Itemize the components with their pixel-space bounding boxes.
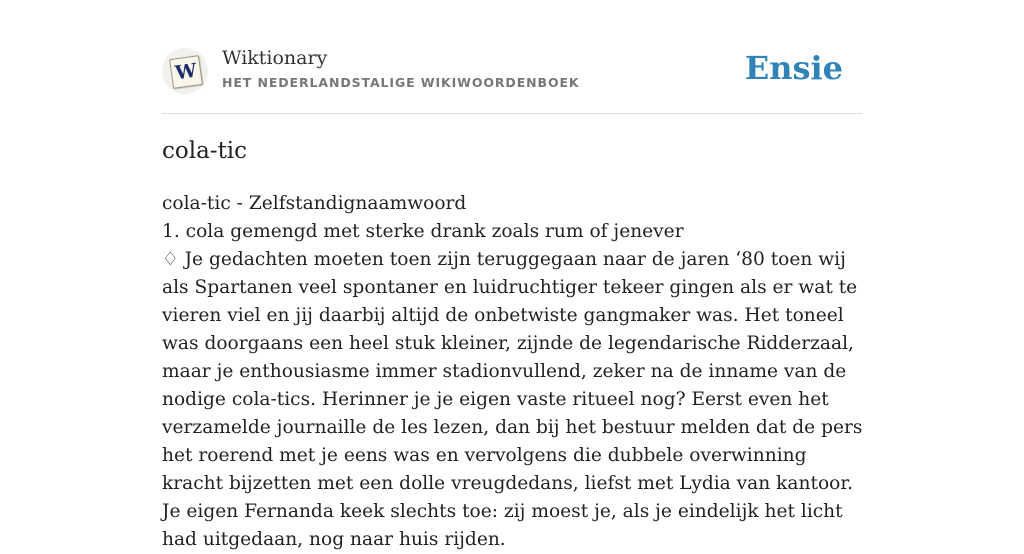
site-header — [162, 44, 862, 96]
header-divider — [162, 113, 862, 114]
page-title: cola-tic — [162, 138, 248, 164]
logo-tile — [169, 55, 203, 89]
wiktionary-logo-icon[interactable] — [162, 48, 208, 94]
headword-line: cola-tic - Zelfstandignaamwoord — [162, 193, 467, 214]
ensie-brand-logo[interactable]: Ensie — [744, 49, 843, 87]
site-subtitle: HET NEDERLANDSTALIGE WIKIWOORDENBOEK — [222, 75, 580, 90]
entry-content — [162, 190, 866, 554]
logo-letter: W — [173, 59, 199, 85]
example-text: ♢ Je gedachten moeten toen zijn teruggegaan naar de jaren ‘80 toen wij als Spartanen veel spontaner en luidruchtiger tekeer gingen als er wat te vieren viel en jij daarbij altijd de onbetwiste gangmaker was. Het toneel was doorgaans een heel stuk kleiner, zijnde de legendarische Ridderzaal, maar je enthousiasme immer stadionvullend, zeker na de inname van de nodige cola-tics. Herinner je je eigen vaste ritueel nog? Eerst even het verzamelde journaille de les lezen, dan bij het bestuur melden dat de pers het roerend met je eens was en vervolgens die dubbele overwinning kracht bijzetten met een dolle vreugdedans, liefst met Lydia van kantoor. Je eigen Fernanda keek slechts toe: zij moest je, als je eindelijk het licht had uitgedaan, nog naar huis rijden. — [162, 249, 863, 550]
site-name[interactable]: Wiktionary — [222, 47, 328, 69]
definition-text: 1. cola gemengd met sterke drank zoals rum of jenever — [162, 221, 684, 242]
